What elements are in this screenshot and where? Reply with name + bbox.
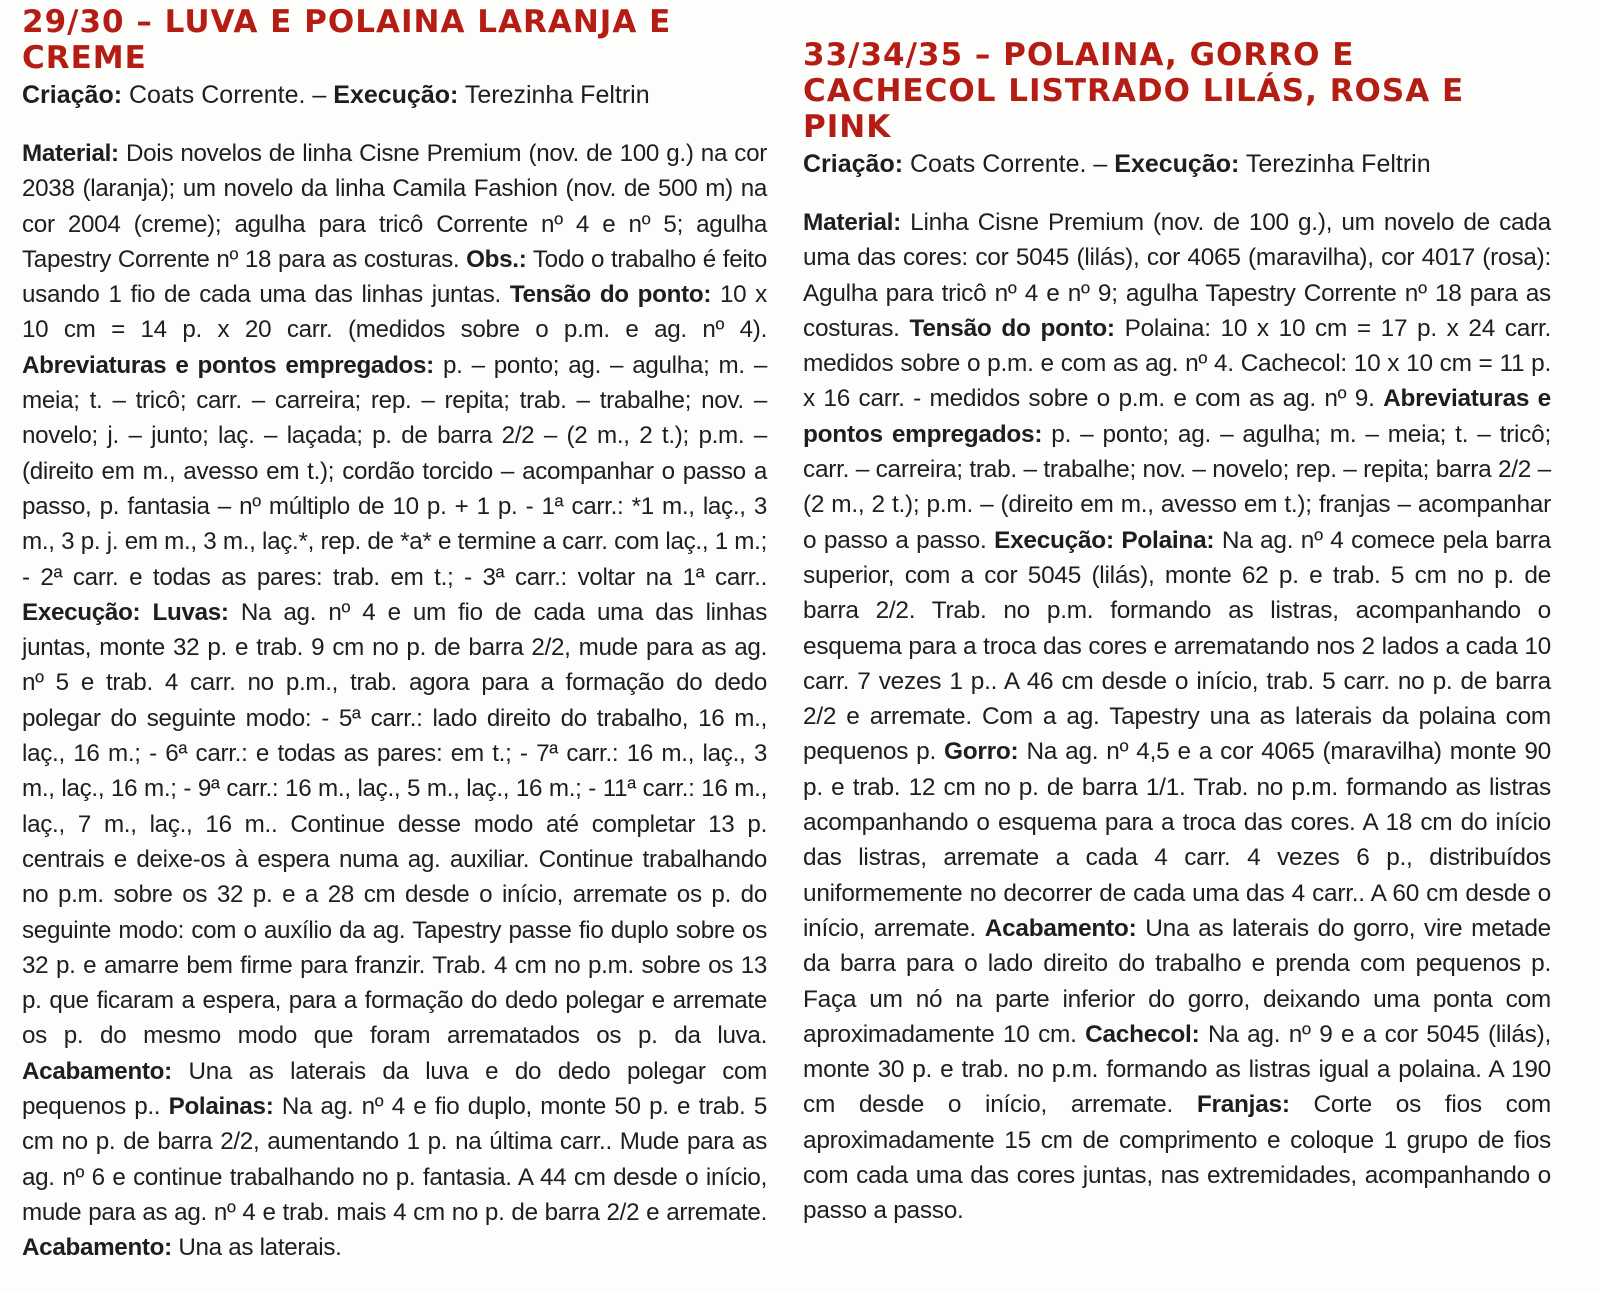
left-abbreviations-label: Abreviaturas e pontos empregados:	[22, 351, 434, 379]
right-credits	[803, 147, 1551, 181]
left-article-title: 29/30 – LUVA E POLAINA LARANJA E CREME	[22, 4, 672, 76]
left-leg-warmers-text: Na ag. nº 4 e fio duplo, monte 50 p. e trab. 5 cm no p. de barra 2/2, aumentando 1 p. na última carr.. Mude para as ag. nº 6 e continue trabalhando no p. fantasia. A 44 cm desde o início, mude para as ag. nº 4 e trab. mais 4 cm no p. de barra 2/2 e arremate.	[22, 1093, 767, 1226]
right-material-label: Material:	[803, 209, 902, 236]
left-creation-value: Coats Corrente. –	[122, 81, 334, 109]
right-article-body	[803, 205, 1551, 1229]
right-hat-label: Gorro:	[944, 738, 1019, 766]
right-fringes-text: Corte os fios com aproximadamente 15 cm de comprimento e coloque 1 grupo de fios com cada uma das cores juntas, nas extremidades, acompanhando o passo a passo.	[803, 1091, 1551, 1225]
right-scarf-text: Na ag. nº 9 e a cor 5045 (lilás), monte 30 p. e trab. no p.m. formando as listras igual a polaina. A 190 cm desde o início, arremate.	[803, 1020, 1552, 1119]
left-article	[22, 0, 767, 1266]
left-tension-label: Tensão do ponto:	[509, 281, 712, 309]
right-tension-label: Tensão do ponto:	[909, 314, 1115, 342]
left-execution-gloves-label: Execução: Luvas:	[22, 598, 229, 626]
left-leg-warmers-label: Polainas:	[168, 1093, 274, 1121]
right-execution-label: Execução:	[1114, 150, 1240, 178]
left-article-body	[22, 136, 767, 1266]
left-finishing-text: Una as laterais da luva e do dedo polegar com pequenos p..	[22, 1057, 767, 1121]
right-execution-leg-warmer-label: Execução: Polaina:	[994, 526, 1215, 554]
right-hat-text: Na ag. nº 4,5 e a cor 4065 (maravilha) monte 90 p. e trab. 12 cm no p. de barra 1/1. Trab. no p.m. formando as listras acompanhando o esquema para a troca das cores. A 18 cm do início das listras, arremate a cada 4 carr. 4 vezes 6 p., distribuídos uniformemente no decorrer de cada uma das 4 carr.. A 60 cm desde o início, arremate.	[803, 738, 1551, 942]
left-credits	[22, 78, 767, 112]
right-fringes-label: Franjas:	[1196, 1091, 1290, 1119]
left-creation-label: Criação:	[22, 81, 123, 109]
left-execution-gloves-text: Na ag. nº 4 e um fio de cada uma das linhas juntas, monte 32 p. e trab. 9 cm no p. de barra 2/2, mude para as ag. nº 5 e trab. 4 carr. no p.m., trab. agora para a formação do dedo polegar do seguinte modo: - 5ª carr.: lado direito do trabalho, 16 m., laç., 16 m.; - 6ª carr.: e todas as pares: em t.; - 7ª carr.: 16 m., laç., 3 m., laç., 16 m.; - 9ª carr.: 16 m., laç., 5 m., laç., 16 m.; - 11ª carr.: 16 m., laç., 7 m., laç., 16 m.. Continue desse modo até completar 13 p. centrais e deixe-os à espera numa ag. auxiliar. Continue trabalhando no p.m. sobre os 32 p. e a 28 cm desde o início, arremate os p. do seguinte modo: com o auxílio da ag. Tapestry passe fio duplo sobre os 32 p. e amarre bem firme para franzir. Trab. 4 cm no p.m. sobre os 13 p. que ficaram a espera, para a formação do dedo polegar e arremate os p. do mesmo modo que foram arrematados os p. da luva.	[22, 598, 767, 1050]
right-creation-label: Criação:	[803, 150, 904, 178]
right-creation-value: Coats Corrente. –	[903, 150, 1115, 178]
left-obs-label: Obs.:	[466, 245, 527, 273]
left-material-text: Dois novelos de linha Cisne Premium (nov. de 100 g.) na cor 2038 (laranja); um novelo da linha Camila Fashion (nov. de 500 m) na cor 2004 (creme); agulha para tricô Corrente nº 4 e nº 5; agulha Tapestry Corrente nº 18 para as costuras.	[22, 140, 767, 273]
right-material-text: Linha Cisne Premium (nov. de 100 g.), um novelo de cada uma das cores: cor 5045 (lilás), cor 4065 (maravilha), cor 4017 (rosa): Agulha para tricô nº 4 e nº 9; agulha Tapestry Corrente nº 18 para as costuras.	[803, 209, 1551, 342]
right-finishing-label: Acabamento:	[984, 914, 1137, 942]
left-tension-text: 10 x 10 cm = 14 p. x 20 carr. (medidos sobre o p.m. e ag. nº 4).	[22, 281, 767, 344]
right-execution-leg-warmer-text: Na ag. nº 4 comece pela barra superior, com a cor 5045 (lilás), monte 62 p. e trab. 5 cm no p. de barra 2/2. Trab. no p.m. formando as listras, acompanhando o esquema para a troca das cores e arrematando nos 2 lados a cada 10 carr. 7 vezes 1 p.. A 46 cm desde o início, trab. 5 carr. no p. de barra 2/2 e arremate. Com a ag. Tapestry una as laterais da polaina com pequenos p.	[803, 526, 1551, 766]
left-obs-text: Todo o trabalho é feito usando 1 fio de cada uma das linhas juntas.	[22, 245, 768, 309]
right-scarf-label: Cachecol:	[1085, 1020, 1200, 1048]
right-finishing-text: Una as laterais do gorro, vire metade da barra para o lado direito do trabalho e prenda com pequenos p. Faça um nó na parte inferior do gorro, deixando uma ponta com aproximadamente 10 cm.	[803, 914, 1551, 1048]
right-article	[803, 0, 1551, 1229]
right-tension-text: Polaina: 10 x 10 cm = 17 p. x 24 carr. medidos sobre o p.m. e com as ag. nº 4. Cachecol: 10 x 10 cm = 11 p. x 16 carr. - medidos sobre o p.m. e com as ag. nº 9.	[803, 314, 1551, 413]
left-material-label: Material:	[22, 140, 119, 167]
right-article-title: 33/34/35 – POLAINA, GORRO E CACHECOL LISTRADO LILÁS, ROSA E PINK	[803, 37, 1465, 145]
left-finishing-2-text: Una as laterais.	[171, 1234, 342, 1262]
left-execution-value: Terezinha Feltrin	[458, 81, 650, 109]
right-abbreviations-text: p. – ponto; ag. – agulha; m. – meia; t. – tricô; carr. – carreira; trab. – trabalhe; nov. – novelo; rep. – repita; barra 2/2 – (2 m., 2 t.); p.m. – (direito em m., avesso em t.); franjas – acompanhar o passo a passo.	[803, 420, 1551, 554]
right-abbreviations-label: Abreviaturas e pontos empregados:	[803, 385, 1551, 448]
left-finishing-label: Acabamento:	[22, 1057, 172, 1085]
left-execution-label: Execução:	[333, 81, 459, 109]
right-execution-value: Terezinha Feltrin	[1239, 150, 1431, 178]
left-abbreviations-text: p. – ponto; ag. – agulha; m. – meia; t. – tricô; carr. – carreira; rep. – repita; trab. – trabalhe; nov. – novelo; j. – junto; laç. – laçada; p. de barra 2/2 – (2 m., 2 t.); p.m. – (direito em m., avesso em t.); cordão torcido – acompanhar o passo a passo, p. fantasia – nº múltiplo de 10 p. + 1 p. - 1ª carr.: *1 m., laç., 3 m., 3 p. j. em m., 3 m., laç.*, rep. de *a* e termine a carr. com laç., 1 m.; - 2ª carr. e todas as pares: trab. em t.; - 3ª carr.: voltar na 1ª carr..	[22, 351, 767, 591]
left-finishing-2-label: Acabamento:	[22, 1234, 172, 1262]
